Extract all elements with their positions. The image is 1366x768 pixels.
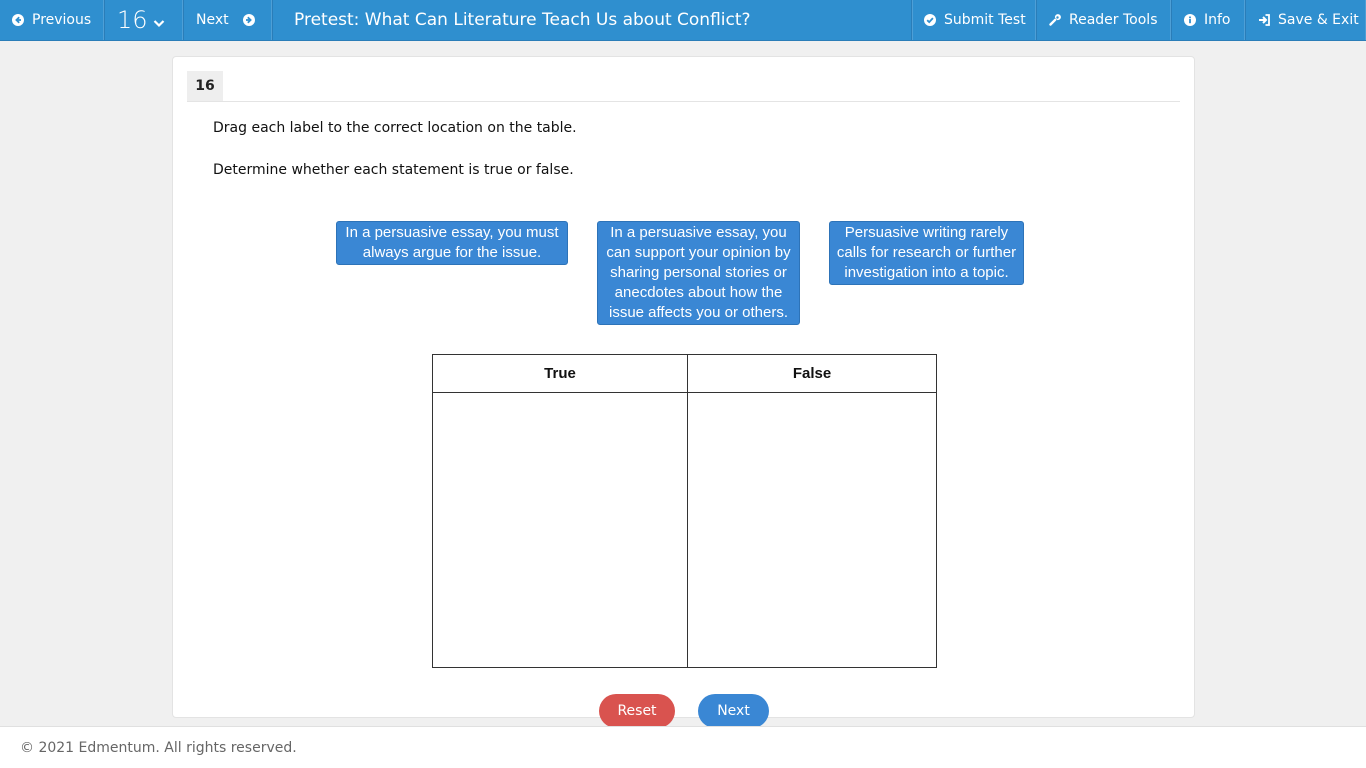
question-header bbox=[187, 71, 1180, 102]
drag-label-3[interactable]: Persuasive writing rarely calls for research or further investigation into a topic. bbox=[829, 221, 1024, 285]
drop-zone-true[interactable] bbox=[433, 393, 688, 668]
next-button-top[interactable] bbox=[184, 0, 273, 40]
instruction-drag: Drag each label to the correct location on the table. bbox=[213, 120, 577, 136]
save-exit-button[interactable] bbox=[1246, 0, 1366, 40]
submit-test-label: Submit Test bbox=[944, 12, 1026, 28]
previous-label: Previous bbox=[32, 12, 92, 28]
drop-zone-false[interactable] bbox=[688, 393, 937, 668]
reset-label: Reset bbox=[617, 703, 657, 719]
next-button-label: Next bbox=[717, 703, 750, 719]
footer bbox=[0, 726, 1366, 768]
reader-tools-label: Reader Tools bbox=[1069, 12, 1158, 28]
question-selector[interactable] bbox=[105, 0, 184, 40]
instruction-determine: Determine whether each statement is true or false. bbox=[213, 162, 574, 178]
page-title: Pretest: What Can Literature Teach Us about Conflict? bbox=[294, 10, 751, 30]
reset-button[interactable] bbox=[599, 694, 675, 728]
arrow-left-circle-icon bbox=[12, 14, 24, 26]
reader-tools-button[interactable] bbox=[1037, 0, 1172, 40]
question-card bbox=[172, 56, 1195, 718]
next-label: Next bbox=[196, 12, 229, 28]
copyright-text: © 2021 Edmentum. All rights reserved. bbox=[20, 739, 297, 756]
wrench-icon bbox=[1049, 14, 1061, 26]
drag-label-1[interactable]: In a persuasive essay, you must always argue for the issue. bbox=[336, 221, 568, 265]
submit-test-button[interactable] bbox=[911, 0, 1037, 40]
info-button[interactable] bbox=[1172, 0, 1246, 40]
sign-in-icon bbox=[1258, 14, 1270, 26]
check-circle-icon bbox=[924, 14, 936, 26]
column-header-true: True bbox=[433, 355, 688, 393]
column-header-false: False bbox=[688, 355, 937, 393]
drag-label-2[interactable]: In a persuasive essay, you can support your opinion by sharing personal stories or anecdotes about how the issue affects you or others. bbox=[597, 221, 800, 325]
chevron-down-icon bbox=[153, 17, 165, 29]
previous-button[interactable] bbox=[0, 0, 105, 40]
question-number: 16 bbox=[117, 6, 148, 34]
next-button[interactable] bbox=[698, 694, 769, 728]
info-label: Info bbox=[1204, 12, 1231, 28]
top-toolbar bbox=[0, 0, 1366, 41]
drop-table bbox=[432, 354, 937, 668]
arrow-right-circle-icon bbox=[243, 14, 255, 26]
question-number-badge: 16 bbox=[187, 71, 223, 101]
info-circle-icon bbox=[1184, 14, 1196, 26]
save-exit-label: Save & Exit bbox=[1278, 12, 1359, 28]
